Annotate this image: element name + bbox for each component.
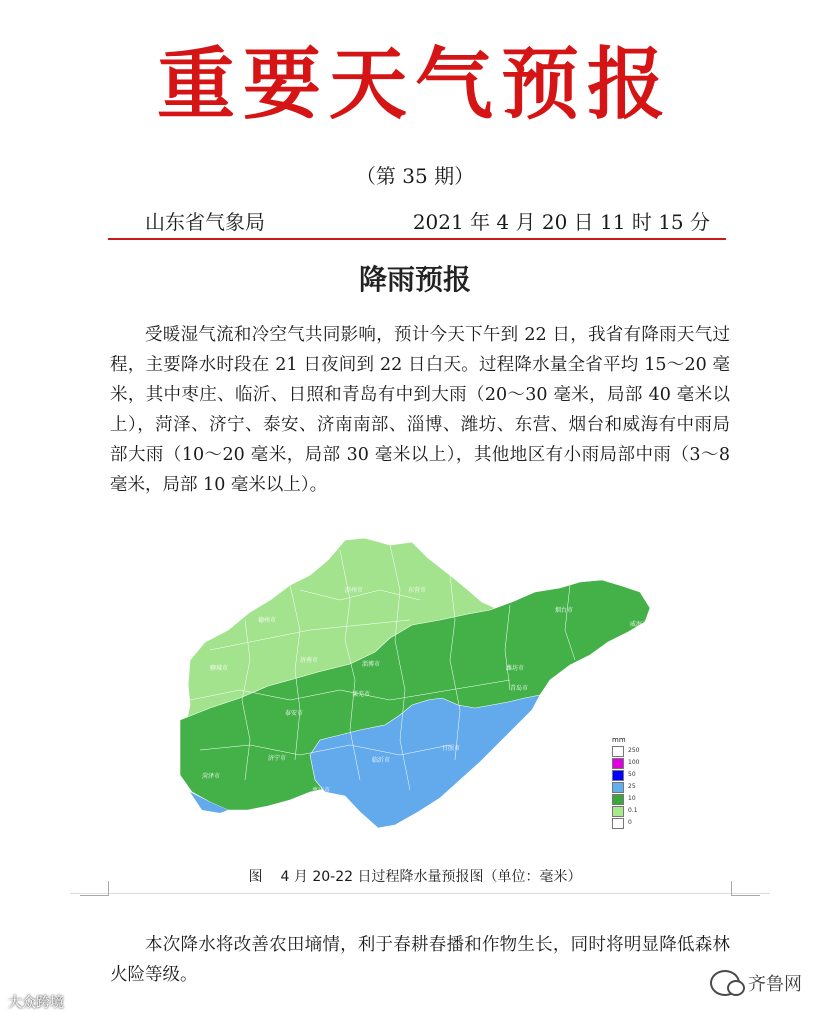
city-label: 临沂市: [372, 757, 391, 764]
city-label: 威海市: [630, 621, 649, 628]
section-title: 降雨预报: [358, 263, 471, 296]
issue-number: （第 35 期）: [355, 164, 475, 188]
legend-swatch: [612, 794, 624, 805]
forecast-paragraph: 受暖湿气流和冷空气共同影响，预计今天下午到 22 日，我省有降雨天气过程，主要降水时段在 21 日夜间到 22 日白天。过程降水量全省平均 15～20 毫米，其中枣庄、临沂、日照和青岛有中到大雨（20～30 毫米，局部 40 毫米以上），菏泽、济宁、泰安、济南南部、淄博、潍坊、东营、烟台和威海有中雨局部大雨（10～20 毫米，局部 30 毫米以上），其他地区有小雨局部中雨（3～8 毫米，局部 10 毫米以上）。: [110, 325, 730, 495]
legend-label: 0.1: [628, 807, 638, 814]
page-break-divider: [70, 893, 770, 894]
header-divider: [108, 238, 726, 240]
legend-label: 250: [628, 747, 640, 754]
city-label: 聊城市: [210, 665, 229, 672]
legend-swatch: [612, 782, 624, 793]
city-label: 济南市: [300, 657, 319, 664]
main-title: 重要天气预报: [156, 40, 673, 130]
impact-paragraph: 本次降水将改善农田墒情，利于春耕春播和作物生长，同时将明显降低森林火险等级。: [110, 935, 730, 985]
legend-label: 10: [628, 795, 636, 802]
legend-label: 50: [628, 771, 636, 778]
city-label: 潍坊市: [506, 665, 525, 672]
issue-datetime: 2021 年 4 月 20 日 11 时 15 分: [412, 210, 710, 234]
watermark-right: [710, 970, 802, 996]
caption-text: 4 月 20-22 日过程降水量预报图（单位：毫米）: [280, 869, 582, 885]
figure-caption: [0, 866, 830, 886]
watermark-left: 大众跨境: [8, 995, 64, 1011]
city-label: 莱芜市: [352, 691, 371, 698]
legend-swatch: [612, 746, 624, 757]
watermark-right-text: 齐鲁网: [748, 974, 802, 995]
legend-label: 0: [628, 819, 632, 826]
agency-name: 山东省气象局: [145, 210, 265, 234]
legend-label: 25: [628, 783, 636, 790]
shandong-map-svg: [150, 530, 690, 840]
city-label: 菏泽市: [202, 773, 221, 780]
wechat-icon: [710, 970, 740, 996]
city-label: 烟台市: [555, 607, 574, 614]
city-label: 东营市: [408, 587, 427, 594]
legend-swatch: [612, 806, 624, 817]
legend-unit: mm: [612, 736, 626, 744]
city-label: 淄博市: [362, 661, 381, 668]
city-label: 滨州市: [345, 587, 364, 594]
legend-label: 100: [628, 759, 640, 766]
page-corner-mark: [80, 881, 109, 896]
city-label: 枣庄市: [312, 787, 331, 794]
legend-swatch: [612, 818, 624, 829]
city-label: 济宁市: [268, 755, 287, 762]
precipitation-map: [150, 530, 690, 840]
city-label: 日照市: [442, 745, 461, 752]
city-label: 青岛市: [510, 685, 529, 692]
page-corner-mark: [731, 881, 760, 896]
caption-figure-label: 图: [248, 869, 263, 885]
legend-swatch: [612, 758, 624, 769]
legend-swatch: [612, 770, 624, 781]
map-legend: [612, 738, 648, 838]
city-label: 泰安市: [285, 710, 304, 717]
city-label: 德州市: [258, 617, 277, 624]
